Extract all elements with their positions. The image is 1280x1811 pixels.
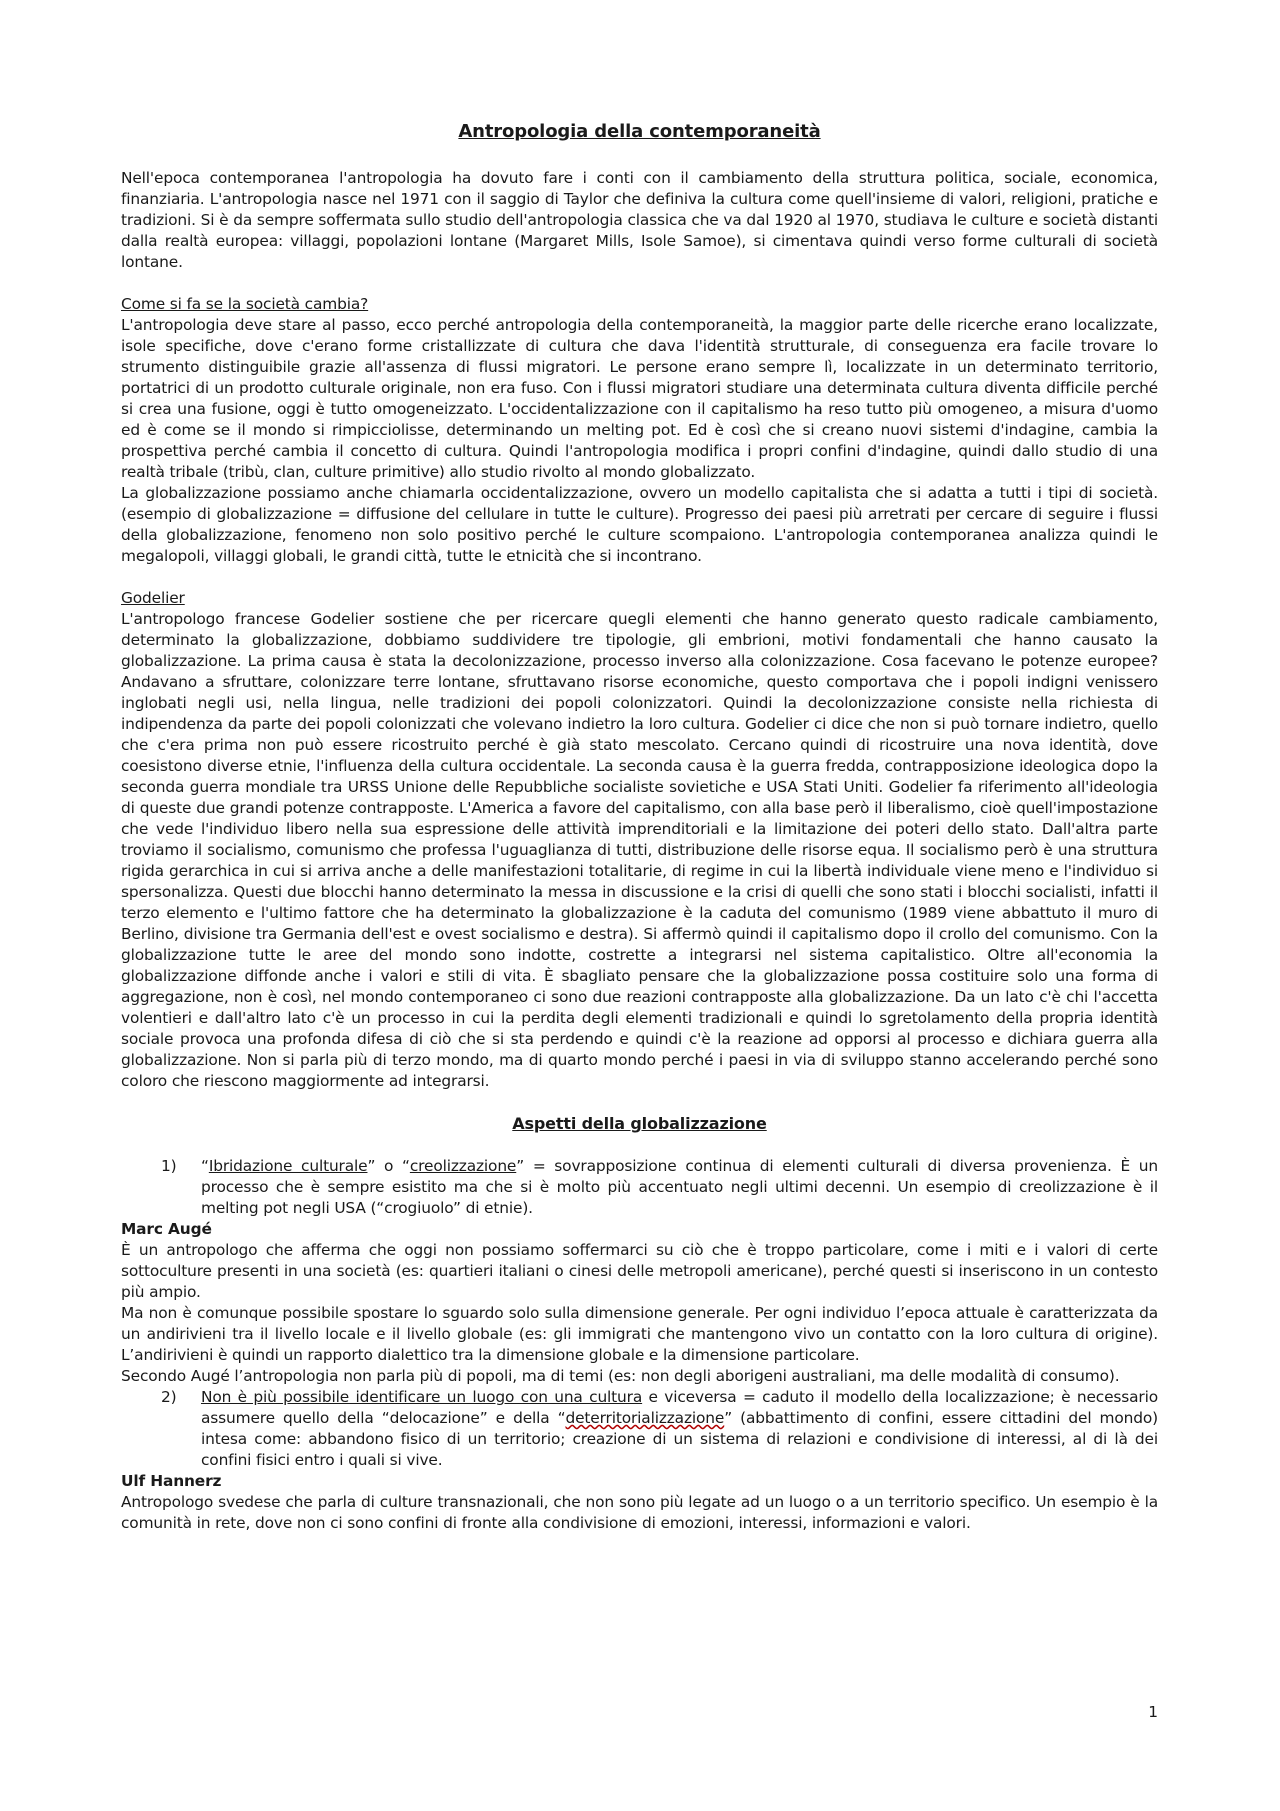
author-heading-hannerz: Ulf Hannerz bbox=[121, 1472, 222, 1490]
paragraph: Ma non è comunque possibile spostare lo sguardo solo sulla dimensione generale. Per ogni individuo l’epoca attuale è caratterizzata da un andirivieni tra il livello locale e il livello globale (es: gli immigrati che mantengono vivo un contatto con la loro cultura di origine). L’andirivieni è quindi un rapporto dialettico tra la dimensione globale e la dimensione particolare. bbox=[121, 1304, 1158, 1364]
list-item-number: 1) bbox=[161, 1157, 177, 1175]
list-item-number: 2) bbox=[161, 1388, 177, 1406]
paragraph: È un antropologo che afferma che oggi non possiamo soffermarci su ciò che è troppo particolare, come i miti e i valori di certe sottoculture presenti in una società (es: quartieri italiani o cinesi delle metropoli americane), perché questi si inseriscono in un contesto più ampio. bbox=[121, 1241, 1158, 1301]
section-heading-society-change: Come si fa se la società cambia? bbox=[121, 295, 369, 313]
term-ibridazione: Ibridazione culturale bbox=[208, 1157, 368, 1175]
paragraph: Antropologo svedese che parla di culture transnazionali, che non sono più legate ad un luogo o a un territorio specifico. Un esempio è la comunità in rete, dove non ci sono confini di fronte alla condivisione di emozioni, interessi, informazioni e valori. bbox=[121, 1493, 1158, 1532]
underlined-statement: Non è più possibile identificare un luogo con una cultura bbox=[201, 1388, 643, 1406]
paragraph: L'antropologo francese Godelier sostiene che per ricercare quegli elementi che hanno generato questo radicale cambiamento, determinato la globalizzazione, dobbiamo suddividere tre tipologie, gli embrioni, motivi fondamentali che hanno causato la globalizzazione. La prima causa è stata la decolonizzazione, processo inverso alla colonizzazione. Cosa facevano le potenze europee? Andavano a sfruttare, colonizzare terre lontane, sfruttavano risorse economiche, questo comportava che i popoli indigni venissero inglobati negli usi, nella lingua, nelle tradizioni dei popoli colonizzatori. Quindi la decolonizzazione consiste nella richiesta di indipendenza da parte dei popoli colonizzati che volevano indietro la loro cultura. Godelier ci dice che non si può tornare indietro, quello che c'era prima non può essere ricostruito perché è già stato mescolato. Cercano quindi di ricostruire una nova identità, dove coesistono diverse etnie, l'influenza della cultura occidentale. La seconda causa è la guerra fredda, contrapposizione ideologica dopo la seconda guerra mondiale tra URSS Unione delle Repubbliche socialiste sovietiche e USA Stati Uniti. Godelier fa riferimento all'ideologia di queste due grandi potenze contrapposte. L'America a favore del capitalismo, con alla base però il liberalismo, cioè quell'impostazione che vede l'individuo libero nella sua espressione delle attività imprenditoriali e la limitazione dei poteri dello stato. Dall'altra parte troviamo il socialismo, comunismo che professa l'uguaglianza di tutti, distribuzione delle risorse equa. Il socialismo però è una struttura rigida gerarchica in cui si arriva anche a delle manifestazioni totalitarie, di regime in cui la libertà individuale viene meno e l'individuo si spersonalizza. Questi due blocchi hanno determinato la messa in discussione e la crisi di quelli che sono stati i blocchi socialisti, infatti il terzo elemento e l'ultimo fattore che ha determinato la globalizzazione è la caduta del comunismo (1989 viene abbattuto il muro di Berlino, divisione tra Germania dell'est e ovest socialismo e destra). Si affermò quindi il capitalismo dopo il crollo del comunismo. Con la globalizzazione tutte le aree del mondo sono indotte, costrette a integrarsi nel sistema capitalistico. Oltre all'economia la globalizzazione diffonde anche i valori e stili di vita. È sbagliato pensare che la globalizzazione possa costituire solo una forma di aggregazione, non è così, nel mondo contemporaneo ci sono due reazioni contrapposte alla globalizzazione. Da un lato c'è chi l'accetta volentieri e dall'altro lato c'è un processo in cui la perdita degli elementi tradizionali e quindi lo sgretolamento della propria identità sociale provoca una profonda difesa di ciò che si sta perdendo e quindi c'è la reazione ad opporsi al processo e dichiara guerra alla globalizzazione. Non si parla più di terzo mondo, ma di quarto mondo perché i paesi in via di sviluppo stanno accelerando perché sono coloro che riescono maggiormente ad integrarsi. bbox=[121, 610, 1158, 1090]
section-heading-godelier: Godelier bbox=[121, 589, 185, 607]
list-item: 2) Non è più possibile identificare un luogo con una cultura e viceversa = caduto il modello della localizzazione; è necessario assumere quello della “delocazione” e della “deterritorializzazione” (abbattimento di confini, essere cittadini del mondo) intesa come: abbandono fisico di un territorio; creazione di un sistema di relazioni e condivisione di interessi, al di là dei confini fisici entro i quali si vive. bbox=[161, 1388, 1158, 1469]
author-heading-auge: Marc Augé bbox=[121, 1220, 212, 1238]
document-body bbox=[121, 120, 1158, 1534]
list-item: 1) “Ibridazione culturale” o “creolizzazione” = sovrapposizione continua di elementi culturali di diversa provenienza. È un processo che è sempre esistito ma che si è molto più accentuato negli ultimi decenni. Un esempio di creolizzazione è il melting pot negli USA (“crogiuolo” di etnie). bbox=[161, 1157, 1158, 1217]
paragraph: Secondo Augé l’antropologia non parla più di popoli, ma di temi (es: non degli aborigeni australiani, ma delle modalità di consumo). bbox=[121, 1367, 1120, 1385]
page-number: 1 bbox=[1148, 1703, 1158, 1721]
section-heading-globalization-aspects: Aspetti della globalizzazione bbox=[512, 1114, 767, 1133]
intro-paragraph: Nell'epoca contemporanea l'antropologia ha dovuto fare i conti con il cambiamento della struttura politica, sociale, economica, finanziaria. L'antropologia nasce nel 1971 con il saggio di Taylor che definiva la cultura come quell'insieme di valori, religioni, pratiche e tradizioni. Si è da sempre soffermata sullo studio dell'antropologia classica che va dal 1920 al 1970, studiava le culture e società distanti dalla realtà europea: villaggi, popolazioni lontane (Margaret Mills, Isole Samoe), si cimentava quindi verso forme culturali di società lontane. bbox=[121, 169, 1158, 271]
document-title: Antropologia della contemporaneità bbox=[458, 121, 821, 142]
term-creolizzazione: creolizzazione bbox=[409, 1157, 517, 1175]
paragraph: L'antropologia deve stare al passo, ecco perché antropologia della contemporaneità, la maggior parte delle ricerche erano localizzate, isole specifiche, dove c'erano forme cristallizzate di cultura che dava l'identità strutturale, di conseguenza era facile trovare lo strumento distinguibile grazie all'assenza di flussi migratori. Le persone erano sempre lì, localizzate in un determinato territorio, portatrici di un prodotto culturale originale, non era fuso. Con i flussi migratori studiare una determinata cultura diventa difficile perché si crea una fusione, oggi è tutto omogeneizzato. L'occidentalizzazione con il capitalismo ha reso tutto più omogeneo, a misura d'uomo ed è come se il mondo si rimpicciolisse, determinando un melting pot. Ed è così che si creano nuovi sistemi d'indagine, cambia la prospettiva perché cambia il concetto di cultura. Quindi l'antropologia modifica i propri confini d'indagine, quindi dallo studio di una realtà tribale (tribù, clan, culture primitive) allo studio rivolto al mondo globalizzato. bbox=[121, 316, 1158, 481]
term-deterritorializzazione: deterritorializzazione bbox=[565, 1409, 725, 1427]
paragraph: La globalizzazione possiamo anche chiamarla occidentalizzazione, ovvero un modello capitalista che si adatta a tutti i tipi di società. (esempio di globalizzazione = diffusione del cellulare in tutte le culture). Progresso dei paesi più arretrati per cercare di seguire i flussi della globalizzazione, fenomeno non solo positivo perché le culture scompaiono. L'antropologia contemporanea analizza quindi le megalopoli, villaggi globali, le grandi città, tutte le etnicità che si incontrano. bbox=[121, 484, 1158, 565]
